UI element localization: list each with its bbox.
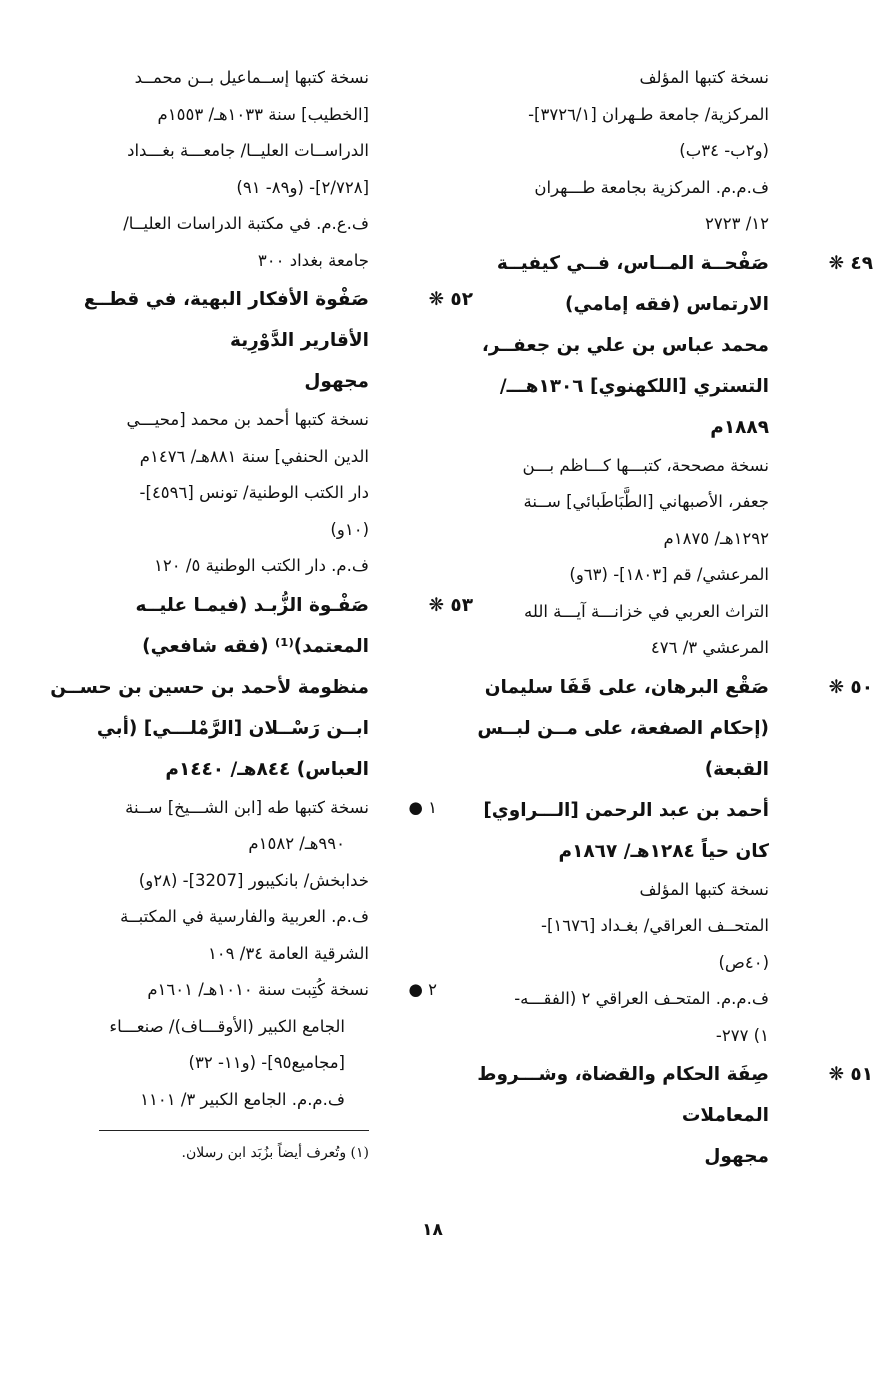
line-text: ٩٩٠هـ/ ١٥٨٢م: [248, 834, 345, 853]
entry-text-line: [439, 908, 769, 945]
line-text: ١٢٩٢هـ/ ١٨٧٥م: [663, 528, 769, 548]
entry-number: ٢ ●: [408, 980, 437, 999]
entry-text-line: [99, 243, 369, 280]
entry-text-line: [99, 826, 369, 863]
line-text: المعاملات: [681, 1105, 769, 1126]
entry-heading-line: [83, 279, 473, 320]
line-text: [مجاميع٩٥]- (و١١- ٣٢): [188, 1053, 345, 1072]
line-text: المتحــف العراقي/ بغـداد [١٦٧٦]-: [541, 916, 769, 935]
line-text: (إحكام الصفعة، على مــن لبــس: [477, 717, 769, 739]
line-text: المرعشي ٣/ ٤٧٦: [650, 638, 769, 657]
line-text: القبعة): [704, 758, 769, 780]
line-text: صِفَة الحكام والقضاة، وشـــروط: [477, 1064, 769, 1085]
entry-heading-line: [439, 1095, 769, 1136]
entry-text-line: [99, 133, 369, 170]
entry-text-line: [99, 475, 369, 512]
entry-text-line: [99, 1082, 369, 1119]
entry-text-line: [439, 594, 769, 631]
line-text: المركزية/ جامعة طـهران [٣٧٢٦/١]-: [528, 104, 769, 124]
line-text: خدابخش/ بانكيبور [3207]- (٢٨و): [138, 870, 369, 890]
entry-text-line: [99, 170, 369, 207]
line-text: [٢/٧٢٨]- (و٨٩- ٩١): [236, 177, 369, 197]
line-text: الجامع الكبير (الأوقـــاف)/ صنعـــاء: [109, 1016, 345, 1036]
line-text: نسخة كتبها المؤلف: [639, 68, 769, 87]
line-text: [الخطيب] سنة ١٠٣٣هـ/ ١٥٥٣م: [157, 104, 369, 124]
line-text: صَفْـوة الزُّبـد (فيمـا عليــه: [135, 594, 369, 616]
entry-text-line: [99, 512, 369, 549]
entry-text-line: [439, 945, 769, 982]
entry-text-line: [99, 97, 369, 134]
entry-text-line: [439, 557, 769, 594]
entry-heading-line: [439, 749, 769, 790]
entry-heading-line: [439, 1136, 769, 1177]
entry-text-line: [439, 133, 769, 170]
entry-text-line: [439, 448, 769, 485]
entry-text-line: [439, 630, 769, 667]
entry-heading-line: [99, 626, 369, 667]
line-text: نسخة كتبها المؤلف: [639, 879, 769, 899]
entry-heading-line: [99, 585, 473, 626]
line-text: ف.م. دار الكتب الوطنية ٥/ ١٢٠: [154, 556, 369, 575]
line-text: الشرقية العامة ٣٤/ ١٠٩: [207, 943, 369, 963]
line-text: كان حياً ١٢٨٤هـ/ ١٨٦٧م: [558, 840, 769, 862]
entry-number: ٥٠ ❋: [828, 676, 873, 698]
line-text: العباس) ٨٤٤هـ/ ١٤٤٠م: [165, 758, 369, 780]
line-text: مجهول: [704, 1146, 769, 1167]
left-column: [50, 60, 473, 1118]
entry-heading-line: [439, 708, 769, 749]
line-text: المعتمد)⁽¹⁾ (فقه شافعي): [142, 635, 369, 657]
line-text: ف.م.م. المركزية بجامعة طـــهران: [534, 177, 769, 197]
entry-text-line: [99, 863, 369, 900]
entry-text-line: [99, 439, 369, 476]
footnote: (١) وتُعرف أيضاً بزُبَد ابن رسلان.: [181, 1145, 369, 1161]
entry-heading-line: [439, 1054, 873, 1095]
line-text: أحمد بن عبد الرحمن [الـــراوي]: [483, 799, 769, 821]
line-text: (١٠و): [330, 519, 369, 539]
entry-heading-line: [439, 790, 769, 831]
entry-text-line: [439, 1018, 769, 1055]
line-text: نسخة كتبها أحمد بن محمد [محيـــي: [126, 410, 369, 429]
entry-text-line: [439, 170, 769, 207]
entry-text-line: [99, 548, 369, 585]
line-text: الأقارير الدَّوْرِية: [229, 330, 369, 351]
entry-text-line: [99, 60, 369, 97]
line-text: نسخة مصححة، كتبـــها كـــاظم بـــن: [522, 455, 769, 475]
line-text: الدين الحنفي] سنة ٨٨١هـ/ ١٤٧٦م: [139, 446, 369, 466]
entry-text-line: [99, 1045, 369, 1082]
entry-heading-line: [439, 407, 769, 448]
line-text: (و٢ب- ٣٤ب): [679, 141, 769, 160]
entry-heading-line: [96, 708, 369, 749]
entry-heading-line: [99, 361, 369, 402]
entry-text-line: [99, 790, 437, 827]
line-text: (٤٠ص): [718, 952, 769, 972]
entry-text-line: [99, 936, 369, 973]
entry-text-line: [439, 206, 769, 243]
page-number: ١٨: [422, 1220, 443, 1240]
line-text: منظومة لأحمد بن حسين بن حســن: [50, 676, 369, 698]
entry-text-line: [99, 899, 369, 936]
right-column: [439, 60, 873, 1177]
line-text: المرعشي/ قم [١٨٠٣]- (٦٣و): [569, 565, 769, 584]
line-text: ١٨٨٩م: [710, 416, 769, 438]
line-text: جعفر، الأصبهاني [الطَّبَاطَبائي] ســنة: [523, 492, 769, 511]
entry-text-line: [99, 206, 369, 243]
line-text: ف.م.م. الجامع الكبير ٣/ ١١٠١: [140, 1089, 345, 1109]
line-text: ف.م.م. المتحـف العراقي ٢ (الفقـــه-: [514, 989, 769, 1008]
line-text: الدراســات العليــا/ جامعـــة بغـــداد: [127, 141, 369, 160]
entry-heading-line: [439, 325, 769, 366]
line-text: ١) ٢٧٧-: [715, 1025, 769, 1045]
entry-heading-line: [439, 284, 769, 325]
entry-text-line: [99, 972, 437, 1009]
entry-text-line: [439, 521, 769, 558]
entry-heading-line: [439, 243, 873, 284]
line-text: محمد عباس بن علي بن جعفــر،: [481, 334, 769, 356]
entry-heading-line: [439, 366, 769, 407]
line-text: نسخة كتبها طه [ابن الشـــيخ] ســنة: [125, 797, 369, 817]
entry-heading-line: [99, 749, 369, 790]
entry-number: ٥٣ ❋: [428, 594, 473, 616]
entry-text-line: [439, 484, 769, 521]
entry-text-line: [439, 872, 769, 909]
entry-number: ٥٢ ❋: [428, 289, 473, 310]
line-text: صَفْوة الأفكار البهية، في قطــع: [83, 289, 369, 310]
entry-number: ٤٩ ❋: [828, 252, 873, 274]
line-text: دار الكتب الوطنية/ تونس [٤٥٩٦]-: [139, 483, 369, 502]
entry-number: ١ ●: [408, 797, 437, 817]
entry-text-line: [439, 981, 769, 1018]
line-text: ابــن رَسْــلان [الرَّمْلـــي] (أبي: [96, 717, 369, 739]
line-text: جامعة بغداد ٣٠٠: [257, 250, 369, 270]
line-text: ١٢/ ٢٧٢٣: [705, 214, 769, 233]
line-text: نسخة كتبها إســماعيل بــن محمــد: [134, 68, 369, 87]
entry-heading-line: [99, 320, 369, 361]
line-text: صَفْحــة المــاس، فــي كيفيــة: [496, 252, 769, 274]
entry-heading-line: [439, 831, 769, 872]
entry-heading-line: [50, 667, 369, 708]
entry-text-line: [99, 402, 369, 439]
line-text: ف.ع.م. في مكتبة الدراسات العليــا/: [123, 214, 369, 233]
line-text: التراث العربي في خزانـــة آيـــة الله: [524, 601, 769, 621]
entry-heading-line: [439, 667, 873, 708]
line-text: صَقْع البرهان، على قَفَا سليمان: [484, 676, 769, 698]
line-text: نسخة كُتِبت سنة ١٠١٠هـ/ ١٦٠١م: [147, 980, 369, 999]
line-text: التستري [اللكهنوي] ١٣٠٦هـــ/: [499, 375, 769, 397]
entry-text-line: [439, 97, 769, 134]
footnote-rule: [99, 1130, 369, 1131]
entry-number: ٥١ ❋: [828, 1064, 873, 1085]
line-text: الارتماس (فقه إمامي): [565, 293, 769, 315]
entry-text-line: [99, 1009, 369, 1046]
entry-text-line: [439, 60, 769, 97]
line-text: مجهول: [304, 371, 369, 392]
line-text: ف.م. العربية والفارسية في المكتبــة: [120, 907, 369, 926]
